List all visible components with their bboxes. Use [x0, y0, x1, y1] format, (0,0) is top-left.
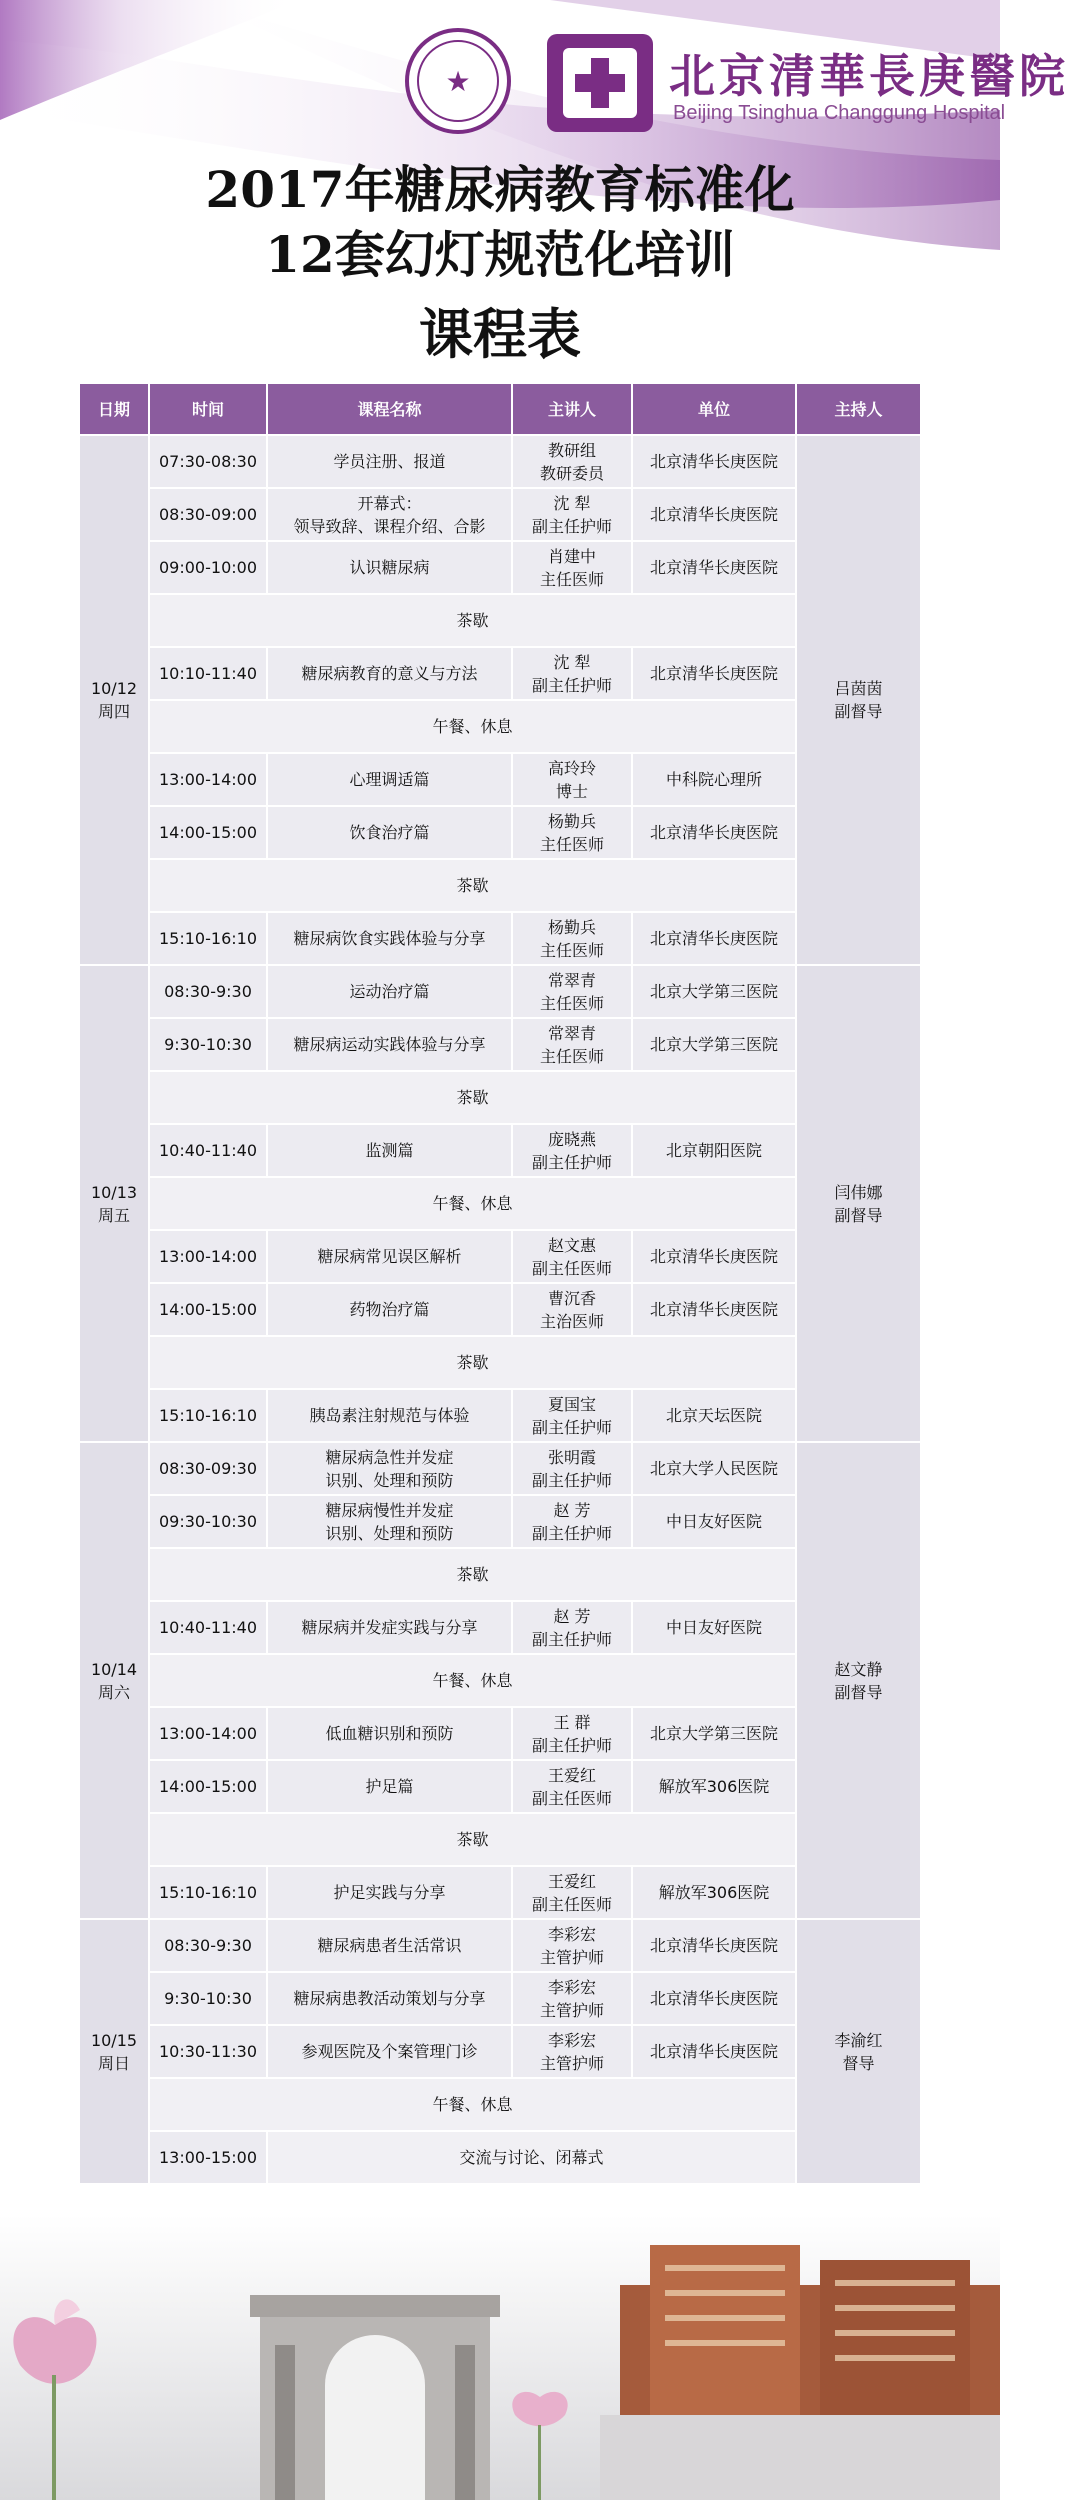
unit-cell: 北京清华长庚医院: [632, 2025, 796, 2078]
speaker-line: 副主任护师: [531, 1735, 612, 1755]
table-row: [79, 1495, 921, 1548]
host-cell: [796, 965, 921, 1442]
host-title: 督导: [842, 2053, 875, 2073]
break-row: [79, 2078, 921, 2131]
course-cell: [267, 1919, 512, 1972]
unit-cell: 北京清华长庚医院: [632, 541, 796, 594]
speaker-cell: [512, 1230, 632, 1283]
course-name: 胰岛素注射规范与体验: [309, 1406, 470, 1425]
course-cell: [267, 1972, 512, 2025]
speaker-line: 主任医师: [539, 834, 604, 854]
closing-session-label: 交流与讨论、闭幕式: [267, 2131, 796, 2184]
column-header-course: 课程名称: [267, 383, 512, 435]
speaker-line: 杨勤兵: [547, 811, 596, 831]
weekday-value: 周四: [97, 702, 130, 721]
speaker-line: 赵文惠: [547, 1235, 596, 1255]
speaker-cell: [512, 1601, 632, 1654]
speaker-line: 主管护师: [539, 1947, 604, 1967]
unit-cell: 北京清华长庚医院: [632, 1230, 796, 1283]
speaker-line: 杨勤兵: [547, 917, 596, 937]
footer-scenery-decoration: [0, 2215, 1000, 2500]
host-cell: [796, 1442, 921, 1919]
break-label: 茶歇: [149, 859, 796, 912]
speaker-cell: [512, 912, 632, 965]
time-cell: 9:30-10:30: [149, 1018, 267, 1071]
time-cell: 08:30-9:30: [149, 965, 267, 1018]
speaker-line: 主任医师: [539, 993, 604, 1013]
course-name: 糖尿病慢性并发症: [325, 1500, 454, 1520]
speaker-line: 常翠青: [547, 970, 596, 990]
table-row: [79, 647, 921, 700]
course-cell: [267, 912, 512, 965]
table-row: [79, 1124, 921, 1177]
column-header-date: 日期: [79, 383, 149, 435]
speaker-line: 常翠青: [547, 1023, 596, 1043]
course-name: 领导致辞、课程介绍、合影: [293, 516, 486, 536]
course-cell: [267, 541, 512, 594]
time-cell: 10:40-11:40: [149, 1601, 267, 1654]
time-cell: 15:10-16:10: [149, 912, 267, 965]
table-row: [79, 1230, 921, 1283]
speaker-line: 博士: [555, 781, 588, 801]
schedule-body: [79, 435, 921, 2184]
speaker-cell: [512, 1919, 632, 1972]
break-label: 茶歇: [149, 1548, 796, 1601]
unit-cell: 北京大学第三医院: [632, 965, 796, 1018]
speaker-line: 曹沉香: [547, 1288, 596, 1308]
unit-cell: 北京清华长庚医院: [632, 488, 796, 541]
speaker-line: 副主任医师: [531, 1894, 612, 1914]
course-cell: [267, 1018, 512, 1071]
course-cell: [267, 1866, 512, 1919]
speaker-cell: [512, 1760, 632, 1813]
date-cell: [79, 1919, 149, 2184]
break-label: 茶歇: [149, 594, 796, 647]
course-name: 药物治疗篇: [349, 1300, 430, 1319]
time-cell: 10:10-11:40: [149, 647, 267, 700]
page-title-line1: 2017年糖尿病教育标准化: [205, 160, 795, 219]
speaker-line: 副主任护师: [531, 1417, 612, 1437]
unit-cell: 北京清华长庚医院: [632, 912, 796, 965]
date-cell: [79, 435, 149, 965]
table-row: [79, 753, 921, 806]
hospital-name-en: Beijing Tsinghua Changgung Hospital: [673, 102, 1006, 124]
date-cell: [79, 1442, 149, 1919]
course-name: 糖尿病并发症实践与分享: [301, 1618, 478, 1637]
speaker-line: 主治医师: [539, 1311, 604, 1331]
speaker-cell: [512, 1442, 632, 1495]
speaker-line: 主任医师: [539, 940, 604, 960]
unit-cell: 北京大学人民医院: [632, 1442, 796, 1495]
unit-cell: 中科院心理所: [632, 753, 796, 806]
break-row: [79, 1177, 921, 1230]
speaker-line: 赵 芳: [553, 1606, 591, 1626]
date-value: 10/12: [90, 679, 138, 698]
speaker-line: 李彩宏: [547, 1924, 596, 1944]
time-cell: 15:10-16:10: [149, 1389, 267, 1442]
speaker-line: 王爱红: [547, 1871, 596, 1891]
speaker-cell: [512, 2025, 632, 2078]
break-row: [79, 1336, 921, 1389]
course-cell: [267, 806, 512, 859]
speaker-line: 庞晓燕: [547, 1129, 596, 1149]
time-cell: 14:00-15:00: [149, 1760, 267, 1813]
speaker-line: 王 群: [553, 1712, 591, 1732]
host-name: 赵文静: [834, 1659, 883, 1679]
speaker-line: 副主任护师: [531, 675, 612, 695]
speaker-cell: [512, 1283, 632, 1336]
seal-star-glyph: ★: [445, 64, 471, 98]
host-cell: [796, 435, 921, 965]
course-cell: [267, 1442, 512, 1495]
course-name: 饮食治疗篇: [349, 823, 430, 842]
course-cell: [267, 965, 512, 1018]
date-value: 10/13: [90, 1182, 138, 1202]
course-name: 糖尿病常见误区解析: [317, 1247, 462, 1266]
table-row: [79, 1389, 921, 1442]
course-name: 糖尿病患教活动策划与分享: [293, 1989, 486, 2008]
speaker-line: 张明霞: [547, 1447, 596, 1467]
hospital-name-cn: 北京清華長庚醫院: [669, 49, 1069, 103]
course-cell: [267, 753, 512, 806]
time-cell: 09:00-10:00: [149, 541, 267, 594]
weekday-value: 周五: [97, 1205, 130, 1225]
speaker-line: 李彩宏: [547, 2030, 596, 2050]
course-name: 糖尿病急性并发症: [325, 1447, 454, 1467]
unit-cell: 北京清华长庚医院: [632, 806, 796, 859]
table-row: [79, 806, 921, 859]
page-title-line2: 12套幻灯规范化培训: [265, 225, 735, 284]
table-row: [79, 1866, 921, 1919]
speaker-line: 主管护师: [539, 2053, 604, 2073]
speaker-line: 沈 犁: [553, 652, 591, 672]
speaker-cell: [512, 1495, 632, 1548]
break-label: 午餐、休息: [149, 700, 796, 753]
speaker-line: 副主任护师: [531, 1152, 612, 1172]
speaker-line: 王爱红: [547, 1765, 596, 1785]
speaker-line: 副主任医师: [531, 1788, 612, 1808]
table-row: [79, 1442, 921, 1495]
time-cell: 07:30-08:30: [149, 435, 267, 488]
break-label: 午餐、休息: [149, 2078, 796, 2131]
course-name: 糖尿病饮食实践体验与分享: [293, 929, 486, 948]
course-cell: [267, 488, 512, 541]
table-header-row: [79, 383, 921, 435]
break-label: 茶歇: [149, 1336, 796, 1389]
unit-cell: 中日友好医院: [632, 1601, 796, 1654]
host-name: 李渝红: [834, 2030, 883, 2050]
break-label: 午餐、休息: [149, 1177, 796, 1230]
course-cell: [267, 1495, 512, 1548]
weekday-value: 周六: [97, 1682, 130, 1702]
course-name: 监测篇: [365, 1141, 414, 1160]
speaker-line: 教研组: [547, 440, 596, 460]
speaker-cell: [512, 1018, 632, 1071]
host-title: 副督导: [834, 1205, 883, 1225]
speaker-line: 副主任医师: [531, 1258, 612, 1278]
speaker-cell: [512, 647, 632, 700]
time-cell: 08:30-9:30: [149, 1919, 267, 1972]
course-cell: [267, 2025, 512, 2078]
speaker-line: 副主任护师: [531, 1629, 612, 1649]
time-cell: 08:30-09:00: [149, 488, 267, 541]
unit-cell: 北京大学第三医院: [632, 1018, 796, 1071]
unit-cell: 北京清华长庚医院: [632, 1283, 796, 1336]
time-cell: 13:00-15:00: [149, 2131, 267, 2184]
column-header-unit: 单位: [632, 383, 796, 435]
time-cell: 10:40-11:40: [149, 1124, 267, 1177]
course-name: 糖尿病患者生活常识: [317, 1936, 462, 1955]
column-header-time: 时间: [149, 383, 267, 435]
speaker-cell: [512, 541, 632, 594]
course-cell: [267, 1389, 512, 1442]
date-value: 10/15: [90, 2030, 138, 2050]
unit-cell: 北京朝阳医院: [632, 1124, 796, 1177]
speaker-cell: [512, 435, 632, 488]
speaker-line: 主管护师: [539, 2000, 604, 2020]
speaker-line: 主任医师: [539, 569, 604, 589]
campus-gate-icon: [250, 2295, 500, 2500]
table-row: [79, 435, 921, 488]
break-row: [79, 700, 921, 753]
unit-cell: 解放军306医院: [632, 1866, 796, 1919]
speaker-line: 赵 芳: [553, 1500, 591, 1520]
speaker-line: 副主任护师: [531, 1523, 612, 1543]
host-title: 副督导: [834, 702, 883, 721]
course-name: 开幕式：: [357, 493, 422, 513]
table-row: [79, 488, 921, 541]
unit-cell: 北京大学第三医院: [632, 1707, 796, 1760]
column-header-speaker: 主讲人: [512, 383, 632, 435]
table-row: [79, 1601, 921, 1654]
time-cell: 10:30-11:30: [149, 2025, 267, 2078]
course-name: 运动治疗篇: [349, 982, 430, 1001]
course-name: 识别、处理和预防: [325, 1470, 454, 1490]
host-cell: [796, 1919, 921, 2184]
time-cell: 9:30-10:30: [149, 1972, 267, 2025]
course-name: 护足篇: [365, 1777, 414, 1796]
time-cell: 15:10-16:10: [149, 1866, 267, 1919]
table-row: [79, 541, 921, 594]
time-cell: 13:00-14:00: [149, 1707, 267, 1760]
page-title-line3: 课程表: [419, 302, 581, 366]
speaker-line: 夏国宝: [547, 1394, 596, 1414]
host-name: 吕茵茵: [834, 679, 883, 698]
break-row: [79, 859, 921, 912]
course-name: 糖尿病运动实践体验与分享: [293, 1035, 486, 1054]
course-cell: [267, 435, 512, 488]
course-cell: [267, 1601, 512, 1654]
course-schedule-table: [78, 382, 922, 2185]
course-name: 护足实践与分享: [333, 1883, 446, 1902]
table-row: [79, 2131, 921, 2184]
break-row: [79, 1813, 921, 1866]
speaker-cell: [512, 806, 632, 859]
break-label: 茶歇: [149, 1813, 796, 1866]
time-cell: 13:00-14:00: [149, 1230, 267, 1283]
break-label: 午餐、休息: [149, 1654, 796, 1707]
speaker-cell: [512, 1124, 632, 1177]
course-name: 心理调适篇: [349, 770, 430, 789]
course-cell: [267, 1283, 512, 1336]
speaker-cell: [512, 1866, 632, 1919]
hospital-building-icon: [600, 2245, 1000, 2500]
time-cell: 08:30-09:30: [149, 1442, 267, 1495]
time-cell: 14:00-15:00: [149, 1283, 267, 1336]
time-cell: 13:00-14:00: [149, 753, 267, 806]
break-label: 茶歇: [149, 1071, 796, 1124]
table-row: [79, 1283, 921, 1336]
table-row: [79, 1760, 921, 1813]
table-row: [79, 912, 921, 965]
table-row: [79, 965, 921, 1018]
table-row: [79, 1018, 921, 1071]
speaker-line: 沈 犁: [553, 493, 591, 513]
course-cell: [267, 1124, 512, 1177]
unit-cell: 北京清华长庚医院: [632, 435, 796, 488]
break-row: [79, 594, 921, 647]
speaker-line: 肖建中: [547, 546, 596, 566]
host-title: 副督导: [834, 1682, 883, 1702]
host-name: 闫伟娜: [834, 1182, 883, 1202]
hospital-branding: [405, 22, 1069, 132]
speaker-line: 主任医师: [539, 1046, 604, 1066]
speaker-line: 副主任护师: [531, 1470, 612, 1490]
speaker-line: 高玲玲: [547, 758, 596, 778]
speaker-cell: [512, 965, 632, 1018]
speaker-cell: [512, 1972, 632, 2025]
course-name: 识别、处理和预防: [325, 1523, 454, 1543]
speaker-cell: [512, 1707, 632, 1760]
course-name: 认识糖尿病: [349, 558, 430, 577]
speaker-line: 教研委员: [539, 463, 604, 483]
course-cell: [267, 1230, 512, 1283]
course-name: 学员注册、报道: [333, 452, 446, 471]
weekday-value: 周日: [97, 2053, 130, 2073]
table-row: [79, 2025, 921, 2078]
table-row: [79, 1972, 921, 2025]
speaker-cell: [512, 488, 632, 541]
speaker-line: 李彩宏: [547, 1977, 596, 1997]
unit-cell: 北京天坛医院: [632, 1389, 796, 1442]
date-value: 10/14: [90, 1659, 138, 1679]
unit-cell: 北京清华长庚医院: [632, 1919, 796, 1972]
course-cell: [267, 1707, 512, 1760]
unit-cell: 北京清华长庚医院: [632, 647, 796, 700]
table-row: [79, 1707, 921, 1760]
course-cell: [267, 647, 512, 700]
hospital-cross-logo-icon: [547, 34, 653, 132]
date-cell: [79, 965, 149, 1442]
table-row: [79, 1919, 921, 1972]
break-row: [79, 1654, 921, 1707]
speaker-cell: [512, 1389, 632, 1442]
time-cell: 09:30-10:30: [149, 1495, 267, 1548]
course-name: 糖尿病教育的意义与方法: [301, 664, 478, 683]
course-cell: [267, 1760, 512, 1813]
speaker-line: 副主任护师: [531, 516, 612, 536]
speaker-cell: [512, 753, 632, 806]
university-seal-icon: [405, 28, 511, 134]
unit-cell: 北京清华长庚医院: [632, 1972, 796, 2025]
time-cell: 14:00-15:00: [149, 806, 267, 859]
unit-cell: 中日友好医院: [632, 1495, 796, 1548]
column-header-host: 主持人: [796, 383, 921, 435]
break-row: [79, 1548, 921, 1601]
course-name: 参观医院及个案管理门诊: [301, 2042, 478, 2061]
break-row: [79, 1071, 921, 1124]
unit-cell: 解放军306医院: [632, 1760, 796, 1813]
course-name: 低血糖识别和预防: [325, 1724, 454, 1743]
